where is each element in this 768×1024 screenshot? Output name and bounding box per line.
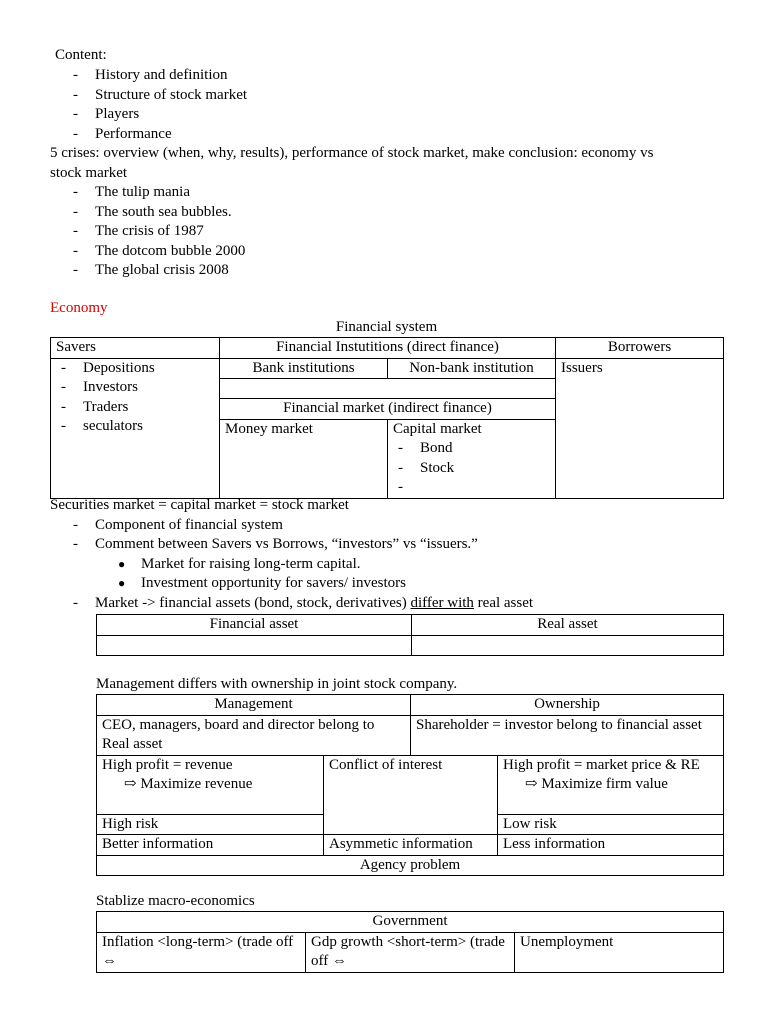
list-item-text: Players <box>95 106 140 122</box>
bullet-icon: ● <box>118 556 126 571</box>
money-market-cell: Money market <box>220 419 388 498</box>
government-header: Government <box>97 912 724 933</box>
crises-intro-cont: stock market <box>50 164 128 181</box>
dash: - <box>398 479 403 495</box>
saver-item: seculators <box>83 418 143 434</box>
dash: - <box>61 359 66 376</box>
maximize-revenue-text: Maximize revenue <box>140 776 253 792</box>
dash: - <box>73 223 78 239</box>
savers-header: Savers <box>51 338 220 359</box>
dash: - <box>398 459 403 476</box>
agency-problem-cell: Agency problem <box>97 855 724 876</box>
dash: - <box>398 440 403 456</box>
asset-table <box>96 614 724 656</box>
dash: - <box>73 86 78 103</box>
borrowers-header: Borrowers <box>556 338 724 359</box>
savers-cell <box>51 358 220 498</box>
capital-item: Stock <box>420 459 455 476</box>
high-profit-left <box>97 755 324 814</box>
list-item-text: The crisis of 1987 <box>95 223 204 239</box>
dash: - <box>61 379 66 395</box>
saver-item: Traders <box>83 398 129 415</box>
bank-institutions-cell: Bank institutions <box>220 358 388 379</box>
maximize-firm-value-text: Maximize firm value <box>541 776 668 792</box>
empty-cell <box>220 379 556 399</box>
crises-intro: 5 crises: overview (when, why, results), performance of stock market, make conclusion: economy vs <box>50 145 654 161</box>
ownership-desc: Shareholder = investor belong to financial asset <box>411 715 724 755</box>
dash: - <box>73 242 78 259</box>
list-item-text: Comment between Savers vs Borrows, “investors” vs “issuers.” <box>95 536 478 552</box>
dash: - <box>73 184 78 200</box>
arrow-icon: ⇨ <box>525 776 538 792</box>
list-item-text: Performance <box>95 125 172 142</box>
management-header: Management <box>97 695 411 716</box>
list-item-text: Component of financial system <box>95 516 283 533</box>
list-item-text: Market -> financial assets (bond, stock, derivatives) differ with real asset <box>95 594 534 611</box>
high-profit-right-text: High profit = market price & RE <box>503 756 700 773</box>
financial-asset-header: Financial asset <box>97 615 412 636</box>
list-item-text: The global crisis 2008 <box>95 262 229 278</box>
capital-market-cell <box>388 419 556 498</box>
ownership-header: Ownership <box>411 695 724 716</box>
dash: - <box>73 203 78 220</box>
macro-heading: Stablize macro-economics <box>96 893 255 909</box>
list-item-text: The south sea bubbles. <box>95 203 232 220</box>
content-heading: Content: <box>55 47 107 63</box>
economy-heading: Economy <box>50 300 108 316</box>
bullet-item: Market for raising long-term capital. <box>141 555 361 572</box>
high-risk-cell: High risk <box>97 814 324 835</box>
dash: - <box>73 106 78 122</box>
nonbank-institution-cell: Non-bank institution <box>388 358 556 379</box>
dash: - <box>73 125 78 142</box>
better-info-cell: Better information <box>97 835 324 856</box>
real-asset-header: Real asset <box>412 615 724 636</box>
dash: - <box>73 536 78 552</box>
dash: - <box>61 418 66 434</box>
dash: - <box>73 594 78 611</box>
dash: - <box>73 262 78 278</box>
capital-market-label: Capital market <box>393 420 482 437</box>
capital-item: Bond <box>420 440 453 456</box>
empty-cell <box>412 635 724 655</box>
saver-item: Investors <box>83 379 138 395</box>
high-profit-right <box>498 755 724 814</box>
financial-system-table <box>50 337 724 499</box>
asymmetric-info-cell: Asymmetic information <box>324 835 498 856</box>
financial-system-caption: Financial system <box>335 319 438 335</box>
dash: - <box>73 67 78 83</box>
dash: - <box>73 516 78 533</box>
saver-item: Depositions <box>83 359 155 376</box>
bullet-item: Investment opportunity for savers/ investors <box>141 575 406 591</box>
securities-line: Securities market = capital market = stock market <box>50 497 349 513</box>
empty-cell <box>97 635 412 655</box>
unemployment-cell: Unemployment <box>515 932 724 972</box>
gdp-growth-cell: Gdp growth <short-term> (trade off ⇔ <box>306 932 515 972</box>
management-table <box>96 694 724 876</box>
conflict-cell: Conflict of interest <box>324 755 498 835</box>
list-item-text: History and definition <box>95 67 228 83</box>
high-profit-left-text: High profit = revenue <box>102 756 233 773</box>
inflation-cell: Inflation <long-term> (trade off ⇔ <box>97 932 306 972</box>
institutions-header: Financial Instutitions (direct finance) <box>220 338 556 359</box>
issuers-cell: Issuers <box>556 358 724 498</box>
government-table <box>96 911 724 973</box>
mgmt-intro: Management differs with ownership in joint stock company. <box>96 676 458 692</box>
low-risk-cell: Low risk <box>498 814 724 835</box>
dash: - <box>61 398 66 415</box>
financial-market-header: Financial market (indirect finance) <box>220 399 556 420</box>
list-item-text: The dotcom bubble 2000 <box>95 242 246 259</box>
list-item-text: Structure of stock market <box>95 86 248 103</box>
bullet-icon: ● <box>118 576 126 590</box>
less-info-cell: Less information <box>498 835 724 856</box>
management-desc: CEO, managers, board and director belong to Real asset <box>97 715 411 755</box>
arrow-icon: ⇨ <box>124 776 137 792</box>
list-item-text: The tulip mania <box>95 184 190 200</box>
